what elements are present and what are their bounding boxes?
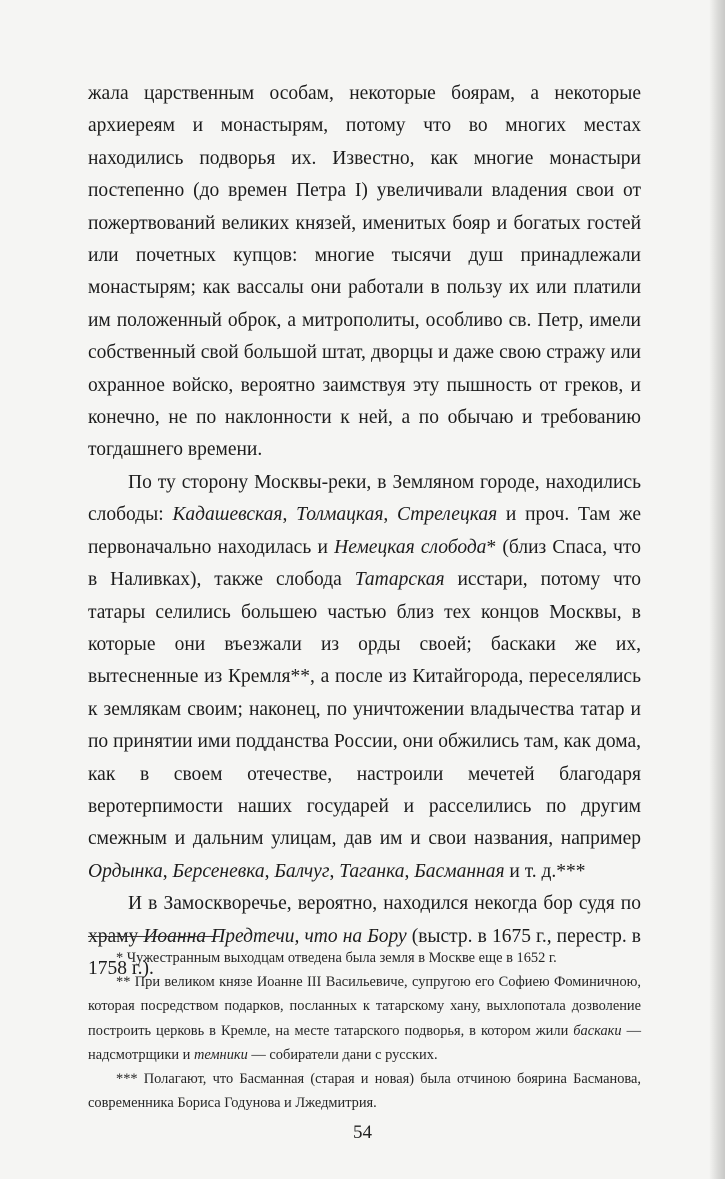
paragraph-2-run-3: Толмацкая <box>296 504 384 526</box>
paragraph-2-run-12: , <box>162 860 173 882</box>
paragraph-2-run-13: Берсеневка <box>172 860 265 882</box>
footnote-2-run-0: ** При великом князе Иоанне III Васильевиче, супругою его Софиею Фоминичною, которая посредством подарков, посланных к татарскому хану, выхлопотала дозволение построить церковь в Кремле, на месте татарского подворья, в котором жили <box>88 974 641 1039</box>
paragraph-1-run-0: жала царственным особам, некоторые боярам, а некоторые архиереям и монастырям, потому что во многих местах находились подворья их. Известно, как многие монастыри постепенно (до времен Петра I) увеличивали владения свои от пожертвований великих князей, именитых бояр и богатых гостей или почетных купцов: многие тысячи душ принадлежали монастырям; как вассалы они работали в пользу их или платили им положенный оброк, а митрополиты, особливо св. Петр, имели собственный свой большой штат, дворцы и даже свою стражу или охранное войско, вероятно заимствуя эту пышность от греков, и конечно, не по наклонности к ней, а по обычаю и требованию тогдашнего времени. <box>88 83 641 461</box>
paragraph-2-run-15: Балчуг <box>274 860 330 882</box>
paragraph-2-run-1: Кадашевская <box>172 504 283 526</box>
footnote-3-run-0: *** Полагают, что Басманная (старая и новая) была отчиною боярина Басманова, современника Бориса Годунова и Лжедмитрия. <box>88 1071 641 1112</box>
footnote-divider <box>88 936 220 937</box>
paragraph-3-run-2: (выстр. в 1675 г., перестр. в 1758 г.). <box>88 925 641 979</box>
paragraph-2-run-7: Немецкая слобода <box>334 536 487 558</box>
footnote-2-run-1: баскаки <box>573 1022 622 1039</box>
paragraph-2-run-14: , <box>264 860 275 882</box>
paragraph-2-run-10: исстари, потому что татары селились большею частью близ тех концов Москвы, в которые они въезжали из орды своей; баскаки же их, вытесненные из Кремля**, а после из Китайгорода, переселялись к землякам своим; наконец, по уничтожении владычества татар и по принятии ими подданства России, они обжились там, как дома, как в своем отечестве, настроили мечетей благодаря веротерпимости наших государей и расселились по другим смежным и дальним улицам, дав им и свои названия, например <box>88 569 641 850</box>
footnote-2-run-3: темники <box>193 1046 248 1063</box>
footnote-2-run-4: — собиратели дани с русских. <box>247 1046 438 1063</box>
paragraph-2-run-6: и проч. Там же первоначально находилась и <box>88 504 641 558</box>
main-text <box>88 78 641 985</box>
paragraph-2-run-20: и т. д.*** <box>504 860 586 882</box>
paragraph-3-run-1: Иоанна Предтечи, что на Бору <box>143 925 407 947</box>
paragraph-2-run-0: По ту сторону Москвы-реки, в Земляном городе, находились слободы: <box>88 471 641 526</box>
paragraph-2-run-9: Татарская <box>354 569 445 591</box>
paragraph-3-run-0: И в Замоскворечье, вероятно, находился некогда бор судя по храму <box>88 893 641 947</box>
paragraph-2-run-2: , <box>282 504 297 526</box>
page-number: 54 <box>353 1122 372 1143</box>
paragraph-1 <box>88 78 641 467</box>
footnote-1 <box>88 946 641 970</box>
paragraph-2-run-18: , <box>404 860 415 882</box>
paragraph-2-run-5: Стрелецкая <box>397 504 498 526</box>
paragraph-2-run-4: , <box>383 504 398 526</box>
paragraph-2-run-16: , <box>329 860 340 882</box>
paragraph-2 <box>88 467 641 888</box>
footnote-2-run-2: — надсмотрщики и <box>88 1022 641 1063</box>
footnote-1-run-0: * Чужестранным выходцам отведена была земля в Москве еще в 1652 г. <box>116 950 557 966</box>
footnote-2 <box>88 970 641 1067</box>
page-edge-shadow <box>709 0 725 1179</box>
paragraph-2-run-8: * (близ Спаса, что в Наливках), также слобода <box>88 536 641 591</box>
paragraph-2-run-17: Таганка <box>339 860 405 882</box>
paragraph-2-run-11: Ордынка <box>88 860 163 882</box>
paragraph-2-run-19: Басманная <box>414 860 505 882</box>
footnote-3 <box>88 1067 641 1115</box>
footnotes <box>88 946 641 1115</box>
